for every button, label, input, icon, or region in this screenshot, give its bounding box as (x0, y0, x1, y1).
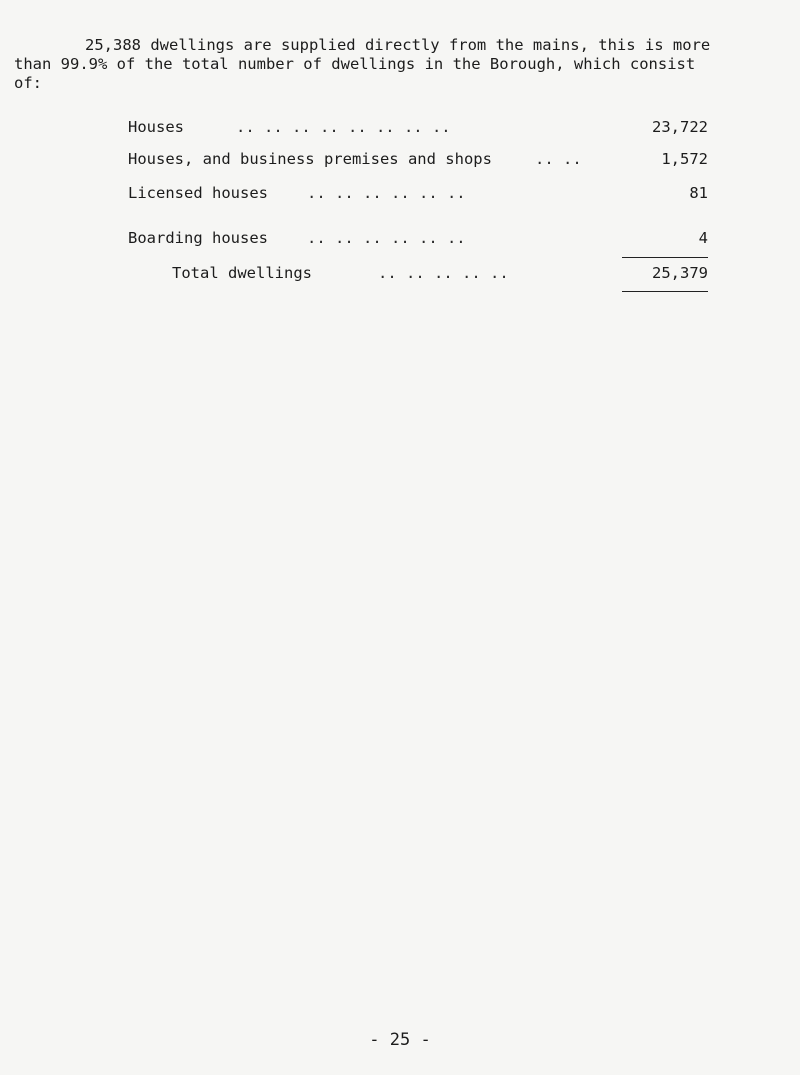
total-value: 25,379 (652, 264, 708, 282)
row-label-business-premises: Houses, and business premises and shops (128, 150, 492, 168)
row-label-houses: Houses (128, 118, 184, 136)
leader-dots: .. .. (535, 150, 582, 168)
total-rule (622, 291, 708, 292)
table-row (0, 118, 800, 142)
leader-dots: .. .. .. .. .. .. (307, 229, 466, 247)
total-row (0, 264, 800, 288)
row-value-business-premises: 1,572 (661, 150, 708, 168)
intro-line-2: than 99.9% of the total number of dwellings in the Borough, which consist (14, 55, 696, 73)
page-number: - 25 - (369, 1030, 431, 1050)
table-row (0, 150, 800, 174)
leader-dots: .. .. .. .. .. .. (307, 184, 466, 202)
subtotal-rule (622, 257, 708, 258)
table-row (0, 229, 800, 253)
intro-line-1: 25,388 dwellings are supplied directly from the mains, this is more (85, 36, 711, 54)
row-label-licensed-houses: Licensed houses (128, 184, 268, 202)
row-value-licensed-houses: 81 (689, 184, 708, 202)
leader-dots: .. .. .. .. .. (378, 264, 509, 282)
intro-line-3: of: (14, 74, 42, 92)
row-value-boarding-houses: 4 (698, 229, 708, 247)
leader-dots: .. .. .. .. .. .. .. .. (236, 118, 451, 136)
row-label-boarding-houses: Boarding houses (128, 229, 268, 247)
total-label: Total dwellings (172, 264, 312, 282)
table-row (0, 184, 800, 208)
row-value-houses: 23,722 (652, 118, 708, 136)
